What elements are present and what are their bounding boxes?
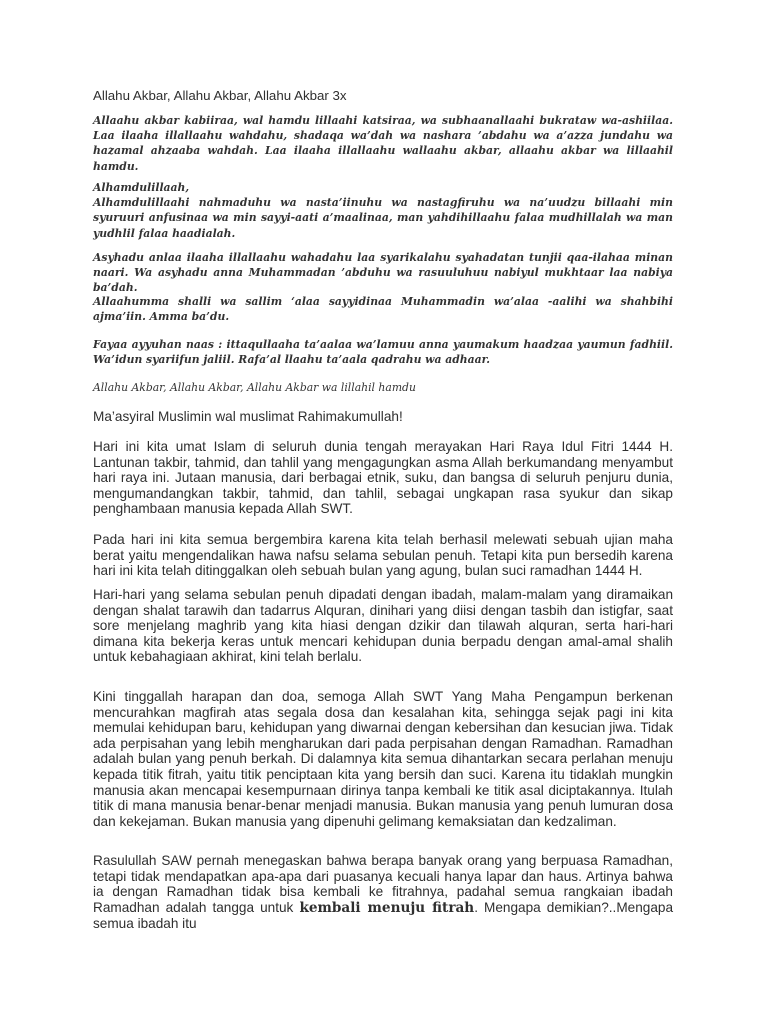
takbir-line: Allahu Akbar, Allahu Akbar, Allahu Akbar wa lillahil hamdu [93,381,416,394]
arabic-section-syahadat: Asyhadu anlaa ilaaha illallaahu wahadahu laa syarikalahu syahadatan tunjii qaa-ilahaa minan naari. Wa asyhadu anna Muhammadan ’abduhu wa rasuuluhuu nabiyul mukhtaar laa nabiya ba’dah. [93,251,673,295]
arabic-section-hamdalah: Alhamdulillaah, Alhamdulillaahi nahmaduhu wa nasta’iinuhu wa nastagfiruhu wa na’uudzu billaahi min syuruuri anfusinaa wa min sayyi-aati a’maalinaa, man yahdihillaahu falaa mudhillalah wa man yudhlil falaa haadialah. [93,181,673,240]
greeting: Ma’asyiral Muslimin wal muslimat Rahimakumullah! [93,409,403,424]
paragraph-5-text-start: Rasulullah SAW pernah menegaskan bahwa berapa banyak orang yang berpuasa Ramadhan, tetapi tidak mendapatkan apa-apa dari puasanya kecuali hanya lapar dan haus. Artinya bahwa ia dengan Ramadhan tidak bisa kembali ke fitrahnya, padahal semua rangkaian ibadah Ramadhan adalah tangga untuk [93,853,673,915]
paragraph-4: Kini tinggallah harapan dan doa, semoga Allah SWT Yang Maha Pengampun berkenan mencurahkan magfirah atas segala dosa dan kesalahan kita, sehingga sejak pagi ini kita memulai kehidupan baru, kehidupan yang diwarnai dengan kebersihan dan kesucian jiwa. Tidak ada perpisahan yang lebih mengharukan dari pada perpisahan dengan Ramadhan. Ramadhan adalah bulan yang penuh berkah. Di dalamnya kita semua dihantarkan secara perlahan menuju kepada titik fitrah, yaitu titik penciptaan kita yang bersih dan suci. Karena itu tidaklah mungkin manusia akan mencapai kesempurnaan dirinya tanpa kembali ke titik asal diciptakannya. Itulah titik di mana manusia benar-benar menjadi manusia. Bukan manusia yang penuh lumuran dosa dan kekejaman. Bukan manusia yang dipenuhi gelimang kemaksiatan dan kedzaliman. [93,689,673,829]
arabic-section-shalawat: Allaahumma shalli wa sallim ‘alaa sayyidinaa Muhammadin wa’alaa -aalihi wa shahbihi ajma’iin. Amma ba’du. [93,295,673,324]
title-line: Allahu Akbar, Allahu Akbar, Allahu Akbar 3x [93,88,347,103]
paragraph-3: Hari-hari yang selama sebulan penuh dipadati dengan ibadah, malam-malam yang diramaikan dengan shalat tarawih dan tadarrus Alquran, dinihari yang diisi dengan tasbih dan istigfar, saat sore menjelang maghrib yang kita hiasi dengan dzikir dan tilawah alquran, serta hari-hari dimana kita bekerja keras untuk mencari kehidupan dunia berpadu dengan amal-amal shalih untuk kebahagiaan akhirat, kini telah berlalu. [93,587,673,665]
arabic-section-taqwa: Fayaa ayyuhan naas : ittaqullaaha ta’aalaa wa’lamuu anna yaumakum haadzaa yaumun fadhiil. Wa’idun syariifun jaliil. Rafa’al llaahu ta’aala qadrahu wa adhaar. [93,338,673,367]
paragraph-2: Pada hari ini kita semua bergembira karena kita telah berhasil melewati sebuah ujian maha berat yaitu mengendalikan hawa nafsu selama sebulan penuh. Tetapi kita pun bersedih karena hari ini kita telah ditinggalkan oleh sebuah bulan yang agung, bulan suci ramadhan 1444 H. [93,532,673,579]
arabic-section-opening: Allaahu akbar kabiiraa, wal hamdu lillaahi katsiraa, wa subhaanallaahi bukrataw wa-ashiilaa. Laa ilaaha illallaahu wahdahu, shadaqa wa’dah wa nashara ’abdahu wa a’azza jundahu wa hazamal ahzaaba wahdah. Laa ilaaha illallaahu wallaahu akbar, allaahu akbar wa lillaahil hamdu. [93,114,673,173]
paragraph-1: Hari ini kita umat Islam di seluruh dunia tengah merayakan Hari Raya Idul Fitri 1444 H. Lantunan takbir, tahmid, dan tahlil yang mengagungkan asma Allah berkumandang menyambut hari raya ini. Jutaan manusia, dari berbagai etnik, suku, dan bangsa di seluruh penjuru dunia, mengumandangkan takbir, tahmid, dan tahlil, sebagai ungkapan rasa syukur dan sikap penghambaan manusia kepada Allah SWT. [93,439,673,517]
paragraph-5-text-end: . Mengapa demikian?..Mengapa semua ibadah itu [93,899,674,932]
paragraph-5 [93,853,673,932]
paragraph-5-bold-phrase: kembali menuju fitrah [299,899,475,916]
